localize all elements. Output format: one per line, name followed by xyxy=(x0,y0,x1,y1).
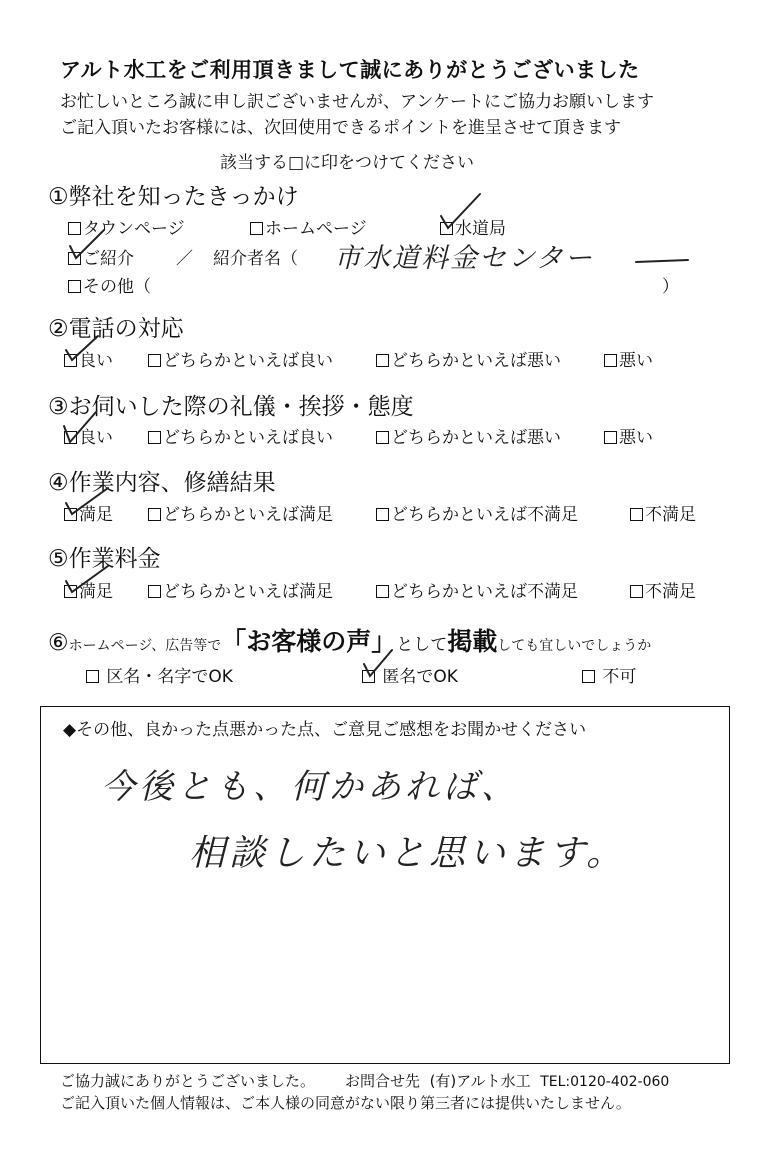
option-label: 良い xyxy=(79,351,113,371)
option-label: 悪い xyxy=(619,351,653,371)
company-name: (有)アルト水工 xyxy=(429,1072,531,1090)
q3-title: ③お伺いした際の礼儀・挨拶・態度 xyxy=(48,394,414,420)
q2-title: ②電話の対応 xyxy=(48,316,184,342)
q6-suffix: しても宜しいでしょうか xyxy=(497,638,652,654)
option-label: 満足 xyxy=(79,582,113,602)
q1-slash: ／ xyxy=(176,249,193,269)
footer-privacy: ご記入頂いた個人情報は、ご本人様の同意がない限り第三者には提供いたしません。 xyxy=(60,1094,631,1112)
contact-label: お問合せ先 xyxy=(345,1072,421,1090)
option-label: 悪い xyxy=(619,428,653,448)
q4-title: ④作業内容、修繕結果 xyxy=(48,470,276,496)
check-mark-icon xyxy=(364,650,392,676)
header-note: ご記入頂いたお客様には、次回使用できるポイントを進呈させて頂きます xyxy=(60,118,621,138)
option-label: どちらかといえば不満足 xyxy=(391,582,578,602)
q1-referrer-value[interactable]: 市水道料金センター xyxy=(334,243,594,274)
option-label: 良い xyxy=(79,428,113,448)
q6-keisai: 掲載 xyxy=(447,627,498,656)
q1-close-paren: ） xyxy=(662,277,679,297)
option-label: 不満足 xyxy=(645,505,696,525)
option-label: 区名・名字でOK xyxy=(106,667,233,687)
comment-line-2: 相談したいと思います。 xyxy=(189,833,627,874)
instruction-text: 該当する□に印をつけてください xyxy=(220,153,475,173)
option-label: タウンページ xyxy=(83,219,185,239)
footer-thanks: ご協力誠にありがとうございました。 xyxy=(60,1072,316,1090)
option-label: どちらかといえば不満足 xyxy=(391,505,578,525)
option-label: どちらかといえば悪い xyxy=(391,351,561,371)
footer-contact xyxy=(345,1070,669,1091)
comment-box[interactable] xyxy=(40,706,730,1064)
header-title: アルト水工をご利用頂きまして誠にありがとうございました xyxy=(60,58,640,82)
option-label: 不満足 xyxy=(645,582,696,602)
check-mark-icon xyxy=(64,412,96,442)
check-mark-icon xyxy=(66,336,98,360)
check-mark-icon xyxy=(441,194,480,228)
check-mark-icon xyxy=(66,566,108,592)
check-mark-icon xyxy=(70,230,104,258)
option-label: 満足 xyxy=(79,505,113,525)
option-label: どちらかといえば良い xyxy=(163,428,333,448)
q1-title: ①弊社を知ったきっかけ xyxy=(48,184,299,210)
q6-mid: として xyxy=(396,635,448,655)
q6-number: ⑥ xyxy=(48,630,69,656)
option-label: ご紹介 xyxy=(83,249,134,269)
comment-prompt: ◆その他、良かった点悪かった点、ご意見ご感想をお聞かせください xyxy=(63,720,587,740)
option-label: どちらかといえば悪い xyxy=(391,428,561,448)
underline-stroke xyxy=(636,260,688,262)
q6-prefix: ホームページ、広告等で xyxy=(68,638,222,654)
q6-quote: 「お客様の声」 xyxy=(221,627,397,656)
option-label: どちらかといえば満足 xyxy=(163,505,333,525)
phone-number[interactable]: TEL:0120-402-060 xyxy=(540,1074,670,1090)
comment-line-1: 今後とも、何かあれば、 xyxy=(101,767,519,807)
header-subtitle: お忙しいところ誠に申し訳ございませんが、アンケートにご協力お願いします xyxy=(60,92,654,112)
q5-title: ⑤作業料金 xyxy=(48,546,161,572)
option-label: どちらかといえば満足 xyxy=(163,582,333,602)
option-label: 不可 xyxy=(602,667,637,687)
option-label: その他（ xyxy=(83,277,151,297)
option-label: 水道局 xyxy=(455,219,506,239)
option-label: ホームページ xyxy=(265,219,367,239)
q1-referrer-label: 紹介者名（ xyxy=(213,249,298,269)
option-label: どちらかといえば良い xyxy=(163,351,333,371)
option-label: 匿名でOK xyxy=(382,667,458,687)
check-mark-icon xyxy=(66,488,108,514)
